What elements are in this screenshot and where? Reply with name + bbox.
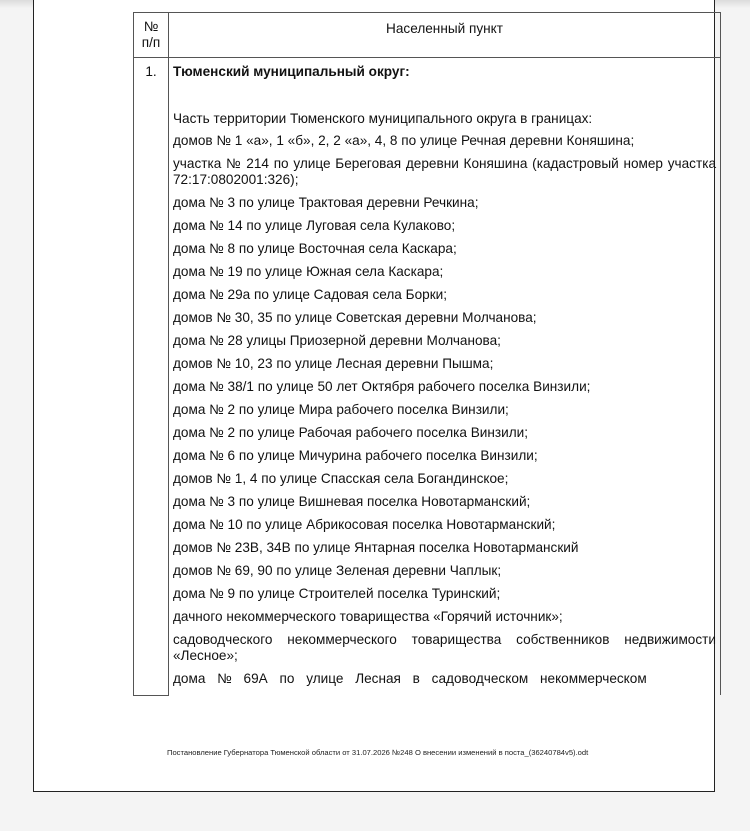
list-item: дачного некоммерческого товарищества «Горячий источник»;	[173, 609, 563, 624]
list-item: дома № 6 по улице Мичурина рабочего поселка Винзили;	[173, 448, 538, 463]
column-header-number	[134, 13, 169, 58]
list-item: садоводческого некоммерческого товарищества собственников недвижимости «Лесное»;	[173, 632, 716, 663]
document-page	[33, 0, 715, 792]
column-header-settlement: Населенный пункт	[169, 13, 721, 58]
list-item: дома № 69А по улице Лесная в садоводческом некоммерческом	[173, 671, 647, 686]
column-header-number-text: № п/п	[141, 19, 161, 50]
list-item: домов № 1 «а», 1 «б», 2, 2 «а», 4, 8 по улице Речная деревни Коняшина;	[173, 133, 635, 148]
table-row	[134, 58, 721, 696]
address-list	[173, 133, 716, 687]
list-item: дома № 8 по улице Восточная села Каскара;	[173, 241, 457, 256]
territory-intro: Часть территории Тюменского муниципального округа в границах:	[173, 111, 593, 126]
list-item: дома № 14 по улице Луговая села Кулаково;	[173, 218, 456, 233]
list-item: участка № 214 по улице Береговая деревни Коняшина (кадастровый номер участка 72:17:0802001:326);	[173, 156, 716, 187]
region-title: Тюменский муниципальный округ:	[173, 64, 410, 79]
document-footer: Постановление Губернатора Тюменской области от 31.07.2026 №248 О внесении изменений в поста_(36240784v5).odt	[167, 748, 589, 757]
list-item: домов № 30, 35 по улице Советская деревни Молчанова;	[173, 310, 537, 325]
list-item: домов № 1, 4 по улице Спасская села Богандинское;	[173, 471, 509, 486]
list-item: дома № 38/1 по улице 50 лет Октября рабочего поселка Винзили;	[173, 379, 591, 394]
list-item: дома № 28 улицы Приозерной деревни Молчанова;	[173, 333, 501, 348]
list-item: домов № 10, 23 по улице Лесная деревни Пышма;	[173, 356, 494, 371]
settlements-table	[133, 12, 721, 696]
list-item: дома № 2 по улице Мира рабочего поселка Винзили;	[173, 402, 509, 417]
row-number: 1.	[134, 58, 169, 696]
settlement-cell	[169, 58, 721, 696]
list-item: дома № 29а по улице Садовая села Борки;	[173, 287, 448, 302]
list-item: дома № 2 по улице Рабочая рабочего поселка Винзили;	[173, 425, 529, 440]
list-item: дома № 19 по улице Южная села Каскара;	[173, 264, 444, 279]
list-item: дома № 10 по улице Абрикосовая поселка Новотарманский;	[173, 517, 556, 532]
list-item: дома № 3 по улице Вишневая поселка Новотарманский;	[173, 494, 531, 509]
list-item: дома № 9 по улице Строителей поселка Туринский;	[173, 586, 501, 601]
list-item: домов № 23В, 34В по улице Янтарная поселка Новотарманский	[173, 540, 579, 555]
list-continuation	[173, 687, 716, 695]
list-item: дома № 3 по улице Трактовая деревни Речкина;	[173, 195, 479, 210]
table-header-row	[134, 13, 721, 58]
list-item: домов № 69, 90 по улице Зеленая деревни Чаплык;	[173, 563, 502, 578]
